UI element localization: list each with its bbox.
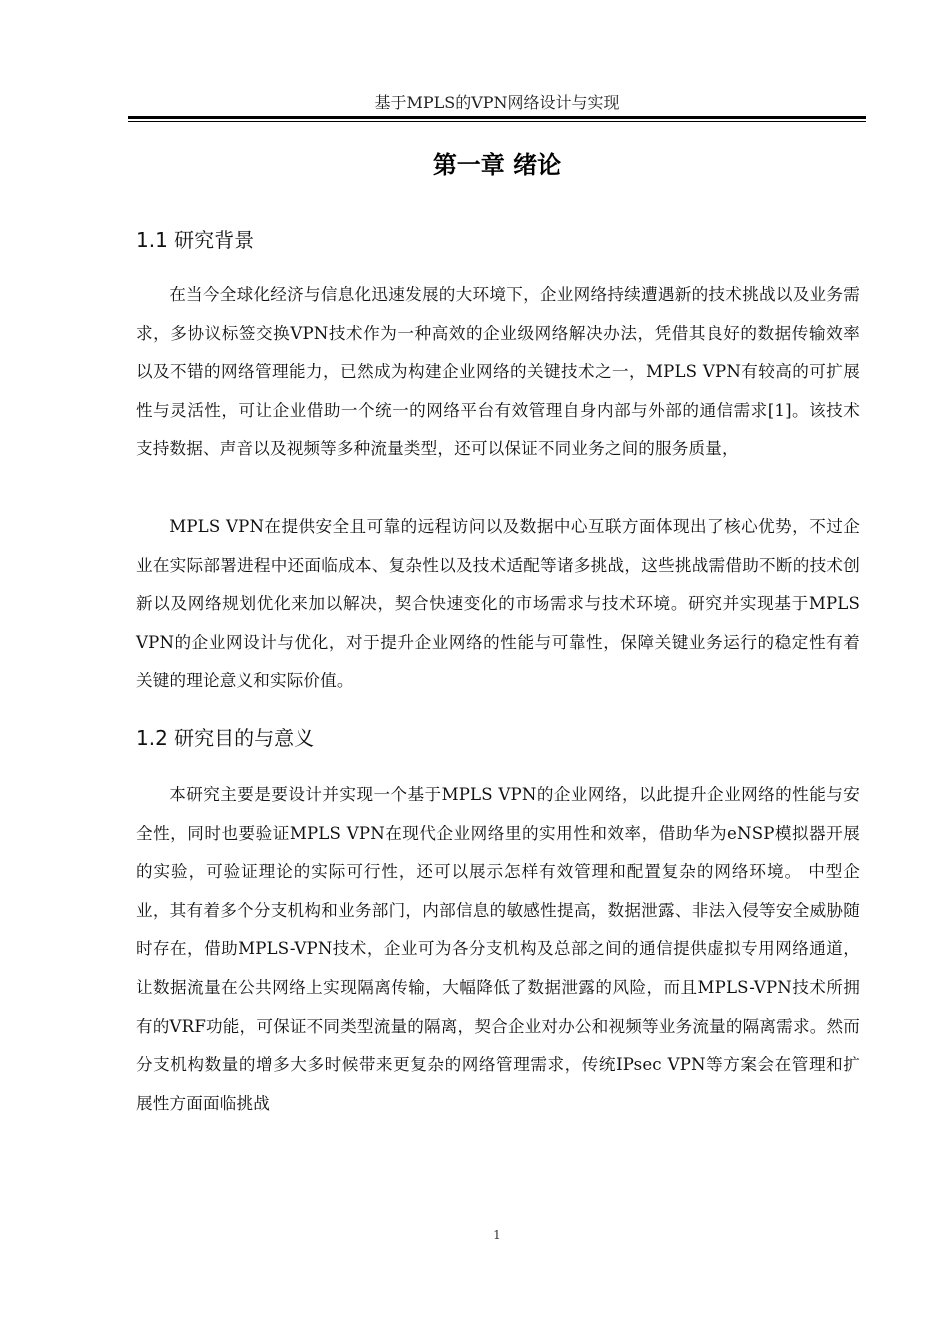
header-rule-thin [128,121,866,122]
paragraph-purpose-1: 本研究主要是要设计并实现一个基于MPLS VPN的企业网络，以此提升企业网络的性能与安全性，同时也要验证MPLS VPN在现代企业网络里的实用性和效率，借助华为eNSP模拟器开展的实验，可验证理论的实际可行性，还可以展示怎样有效管理和配置复杂的网络环境。 中型企业，其有着多个分支机构和业务部门，内部信息的敏感性提高，数据泄露、非法入侵等安全威胁随时存在，借助MPLS-VPN技术，企业可为各分支机构及总部之间的通信提供虚拟专用网络通道，让数据流量在公共网络上实现隔离传输，大幅降低了数据泄露的风险，而且MPLS-VPN技术所拥有的VRF功能，可保证不同类型流量的隔离，契合企业对办公和视频等业务流量的隔离需求。然而分支机构数量的增多大多时候带来更复杂的网络管理需求，传统IPsec VPN等方案会在管理和扩展性方面面临挑战 [136,785,860,1113]
chapter-title: 第一章 绪论 [432,151,562,179]
paragraph-background-2: MPLS VPN在提供安全且可靠的远程访问以及数据中心互联方面体现出了核心优势，不过企业在实际部署进程中还面临成本、复杂性以及技术适配等诸多挑战，这些挑战需借助不断的技术创新以及网络规划优化来加以解决，契合快速变化的市场需求与技术环境。研究并实现基于MPLS VPN的企业网设计与优化，对于提升企业网络的性能与可靠性，保障关键业务运行的稳定性有着关键的理论意义和实际价值。 [136,517,860,691]
paragraph-background-1: 在当今全球化经济与信息化迅速发展的大环境下，企业网络持续遭遇新的技术挑战以及业务需求，多协议标签交换VPN技术作为一种高效的企业级网络解决办法，凭借其良好的数据传输效率以及不错的网络管理能力，已然成为构建企业网络的关键技术之一，MPLS VPN有较高的可扩展性与灵活性，可让企业借助一个统一的网络平台有效管理自身内部与外部的通信需求[1]。该技术支持数据、声音以及视频等多种流量类型，还可以保证不同业务之间的服务质量， [136,285,860,459]
section-heading-1-1: 1.1 研究背景 [136,228,255,252]
running-header: 基于MPLS的VPN网络设计与实现 [374,93,620,112]
page-number: 1 [493,1228,501,1242]
header-rule-thick [128,116,866,119]
section-heading-1-2: 1.2 研究目的与意义 [136,726,315,750]
